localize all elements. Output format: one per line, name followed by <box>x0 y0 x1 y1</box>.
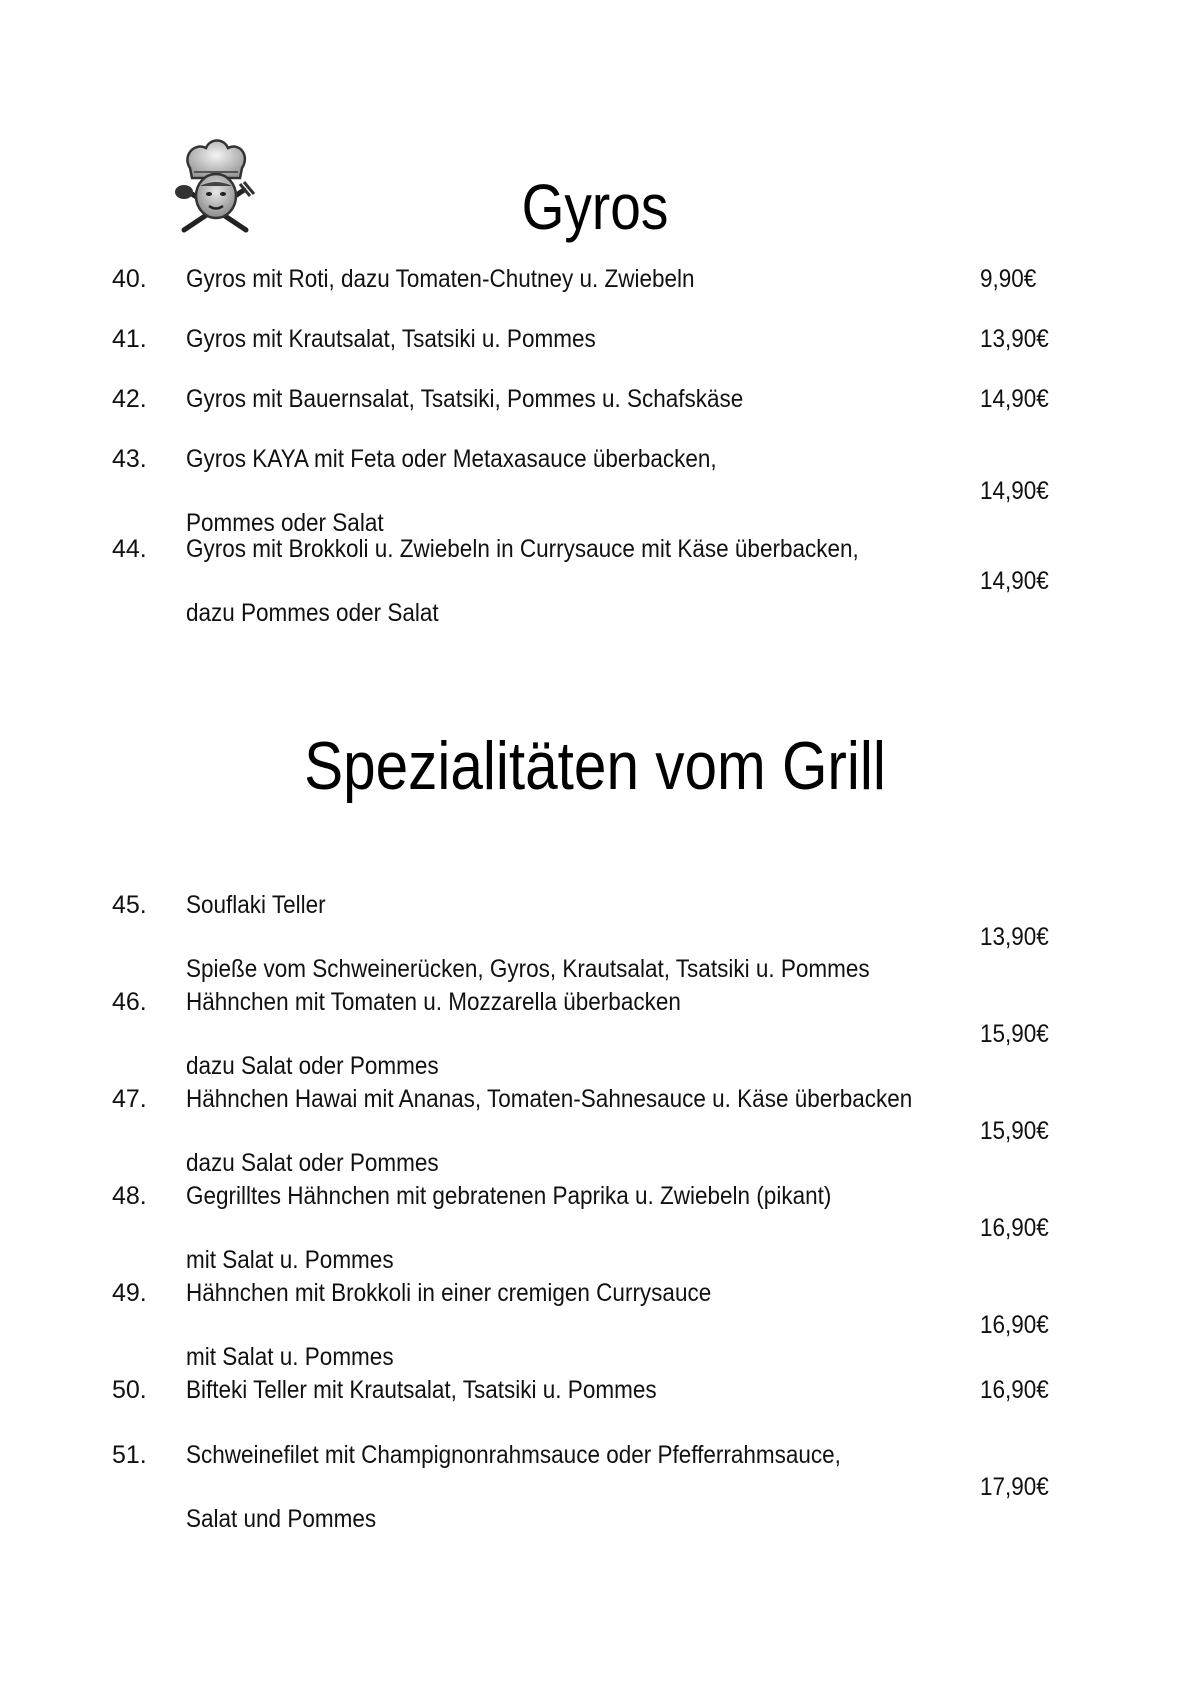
item-description: Hähnchen mit Tomaten u. Mozzarella überbacken dazu Salat oder Pommes <box>186 988 681 1080</box>
item-number: 45. <box>112 891 147 919</box>
item-price: 9,90€ <box>980 265 1037 293</box>
item-number: 42. <box>112 385 147 413</box>
item-description: Gyros KAYA mit Feta oder Metaxasauce überbacken, Pommes oder Salat <box>186 445 717 537</box>
item-number: 48. <box>112 1182 147 1210</box>
item-price: 16,90€ <box>980 1376 1049 1404</box>
item-description: Souflaki Teller Spieße vom Schweinerücken, Gyros, Krautsalat, Tsatsiki u. Pommes <box>186 891 870 983</box>
item-description: Gyros mit Bauernsalat, Tsatsiki, Pommes u. Schafskäse <box>186 385 744 413</box>
item-number: 41. <box>112 325 147 353</box>
item-price: 13,90€ <box>980 923 1049 951</box>
section-title-grill: Spezialitäten vom Grill <box>304 728 886 804</box>
item-number: 51. <box>112 1441 147 1469</box>
item-price: 17,90€ <box>980 1473 1049 1501</box>
item-number: 50. <box>112 1376 147 1404</box>
item-number: 40. <box>112 265 147 293</box>
item-price: 14,90€ <box>980 567 1049 595</box>
item-description: Gyros mit Brokkoli u. Zwiebeln in Currysauce mit Käse überbacken, dazu Pommes oder Salat <box>186 535 859 627</box>
item-description: Gyros mit Roti, dazu Tomaten-Chutney u. Zwiebeln <box>186 265 695 293</box>
item-number: 47. <box>112 1085 147 1113</box>
item-description: Hähnchen mit Brokkoli in einer cremigen Currysauce mit Salat u. Pommes <box>186 1279 712 1371</box>
item-price: 16,90€ <box>980 1311 1049 1339</box>
item-number: 44. <box>112 535 147 563</box>
item-price: 14,90€ <box>980 477 1049 505</box>
section-title-gyros: Gyros <box>521 171 669 243</box>
item-price: 13,90€ <box>980 325 1049 353</box>
item-price: 15,90€ <box>980 1117 1049 1145</box>
item-price: 15,90€ <box>980 1020 1049 1048</box>
item-description: Gyros mit Krautsalat, Tsatsiki u. Pommes <box>186 325 596 353</box>
item-description: Bifteki Teller mit Krautsalat, Tsatsiki u. Pommes <box>186 1376 657 1404</box>
item-number: 43. <box>112 445 147 473</box>
item-description: Hähnchen Hawai mit Ananas, Tomaten-Sahnesauce u. Käse überbacken dazu Salat oder Pommes <box>186 1085 913 1177</box>
item-number: 49. <box>112 1279 147 1307</box>
item-price: 16,90€ <box>980 1214 1049 1242</box>
item-price: 14,90€ <box>980 385 1049 413</box>
item-description: Schweinefilet mit Champignonrahmsauce oder Pfefferrahmsauce, Salat und Pommes <box>186 1441 841 1533</box>
item-description: Gegrilltes Hähnchen mit gebratenen Paprika u. Zwiebeln (pikant) mit Salat u. Pommes <box>186 1182 832 1274</box>
item-number: 46. <box>112 988 147 1016</box>
